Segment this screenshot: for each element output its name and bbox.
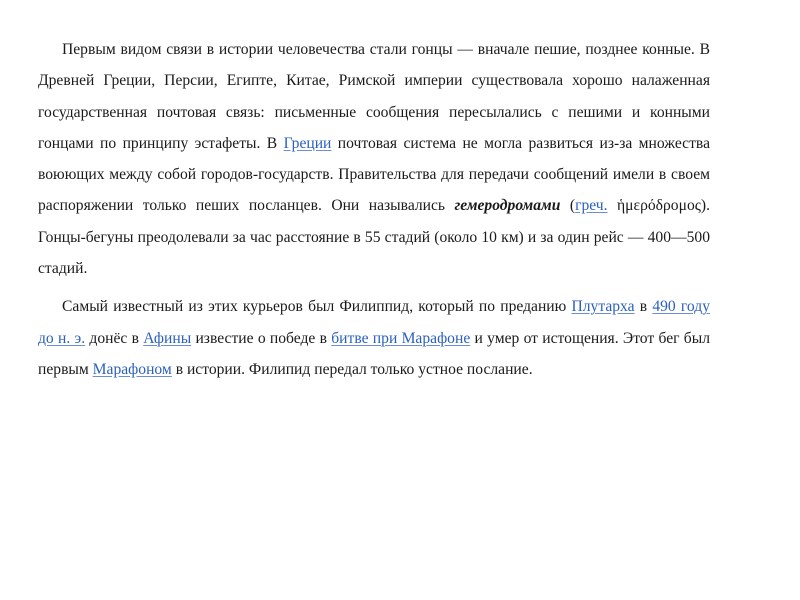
link-marathon[interactable]: Марафоном	[92, 360, 172, 378]
link-490-bc[interactable]: 490 году до н. э.	[38, 298, 710, 347]
text-segment: ἡμερόδρομος). Гонцы-бегуны преодолевали за час расстояние в 55 стадий (около 10 км) и за один рейс — 400—500 стадий.	[38, 197, 711, 278]
text-segment: известие о победе в	[191, 329, 332, 347]
term-hemerodromes: гемеродромами	[454, 197, 561, 215]
text-segment: в истории. Филипид передал только устное послание.	[171, 360, 533, 378]
text-segment: Самый известный из этих курьеров был Филиппид, который по преданию	[62, 298, 572, 316]
text-segment: почтовая система не могла развиться из-за множества воюющих между собой городов-государств. Правительства для передачи сообщений имели в своем распоряжении только пеших посланцев. Они назывались	[38, 134, 710, 215]
text-segment: и умер от истощения. Этот бег был первым	[38, 329, 710, 378]
link-greek-language[interactable]: греч.	[575, 197, 608, 215]
text-segment: в	[634, 298, 653, 316]
text-segment: донёс в	[85, 329, 144, 347]
link-battle-of-marathon[interactable]: битве при Марафоне	[331, 329, 471, 347]
document-page	[38, 34, 710, 385]
link-plutarch[interactable]: Плутарха	[571, 298, 635, 316]
link-athens[interactable]: Афины	[143, 329, 192, 347]
paragraph-messengers	[38, 34, 710, 284]
paragraph-philippides	[38, 291, 710, 385]
text-segment: Первым видом связи в истории человечества стали гонцы — вначале пешие, позднее конные. В Древней Греции, Персии, Египте, Китае, Римской империи существовала хорошо налаженная государственная почтовая связь: письменные сообщения пересылались с пешими и конными гонцами по принципу эстафеты. В	[38, 41, 710, 152]
text-segment: (	[560, 197, 576, 215]
link-greece[interactable]: Греции	[283, 134, 332, 152]
